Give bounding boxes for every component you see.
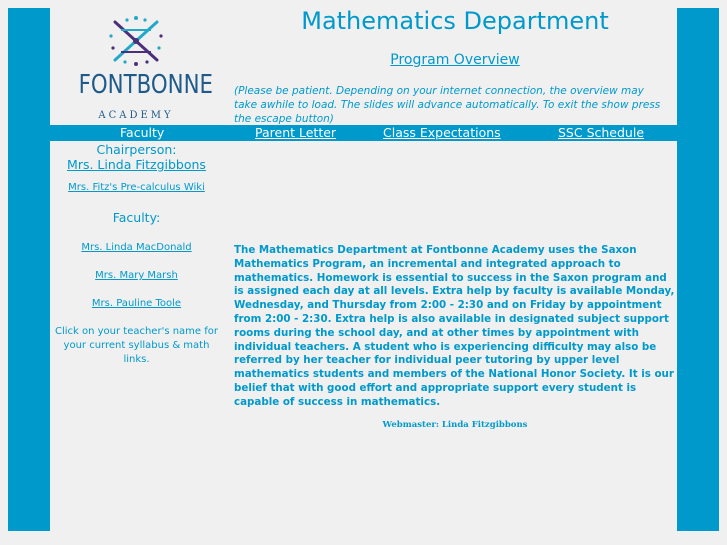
faculty-link-macdonald[interactable]: Mrs. Linda MacDonald bbox=[81, 242, 192, 253]
wiki-link[interactable]: Mrs. Fitz's Pre-calculus Wiki bbox=[68, 182, 205, 193]
overview-note: (Please be patient. Depending on your internet connection, the overview may take awhile to load. The slides will advance automatically. To exit the show press the escape button) bbox=[234, 85, 661, 125]
nav-bar bbox=[50, 125, 677, 141]
program-overview-link[interactable]: Program Overview bbox=[390, 52, 520, 68]
right-border-bar bbox=[677, 8, 719, 531]
nav-ssc-schedule-link[interactable]: SSC Schedule bbox=[558, 125, 645, 140]
logo-subtitle: ACADEMY bbox=[98, 110, 174, 121]
chairperson-link[interactable]: Mrs. Linda Fitzgibbons bbox=[67, 157, 206, 172]
faculty-link-toole[interactable]: Mrs. Pauline Toole bbox=[91, 298, 182, 309]
webmaster-credit: Webmaster: Linda Fitzgibbons bbox=[382, 420, 528, 430]
nav-class-expectations-link[interactable]: Class Expectations bbox=[383, 125, 501, 140]
faculty-note: Click on your teacher's name for your current syllabus & math links. bbox=[54, 326, 219, 365]
fontbonne-logo[interactable] bbox=[66, 14, 214, 121]
nav-faculty: Faculty bbox=[120, 125, 165, 140]
left-border-bar bbox=[8, 8, 50, 531]
faculty-heading: Faculty: bbox=[112, 210, 161, 225]
page-title: Mathematics Department bbox=[301, 7, 609, 35]
logo-name: FONTBONNE bbox=[78, 70, 214, 100]
faculty-link-marsh[interactable]: Mrs. Mary Marsh bbox=[95, 270, 178, 281]
department-description: The Mathematics Department at Fontbonne Academy uses the Saxon Mathematics Program, an incremental and integrated approach to mathematics. Homework is essential to success in the Saxon program and is assigned each day at all levels. Extra help by faculty is available Monday, Wednesday, and Thursday from 2:00 - 2:30 and on Friday by appointment from 2:00 - 2:30. Extra help is also available in designated subject support rooms during the school day, and at other times by appointment with individual teachers. A student who is experiencing difficulty may also be referred by her teacher for individual peer tutoring by upper level mathematics students and members of the National Honor Society. It is our belief that with good effort and appropriate support every student is capable of success in mathematics. bbox=[234, 244, 675, 408]
cross-emblem-icon bbox=[103, 14, 169, 68]
faculty-sidebar bbox=[50, 142, 223, 367]
chairperson-heading: Chairperson: bbox=[96, 142, 177, 157]
nav-parent-letter-link[interactable]: Parent Letter bbox=[255, 125, 337, 140]
